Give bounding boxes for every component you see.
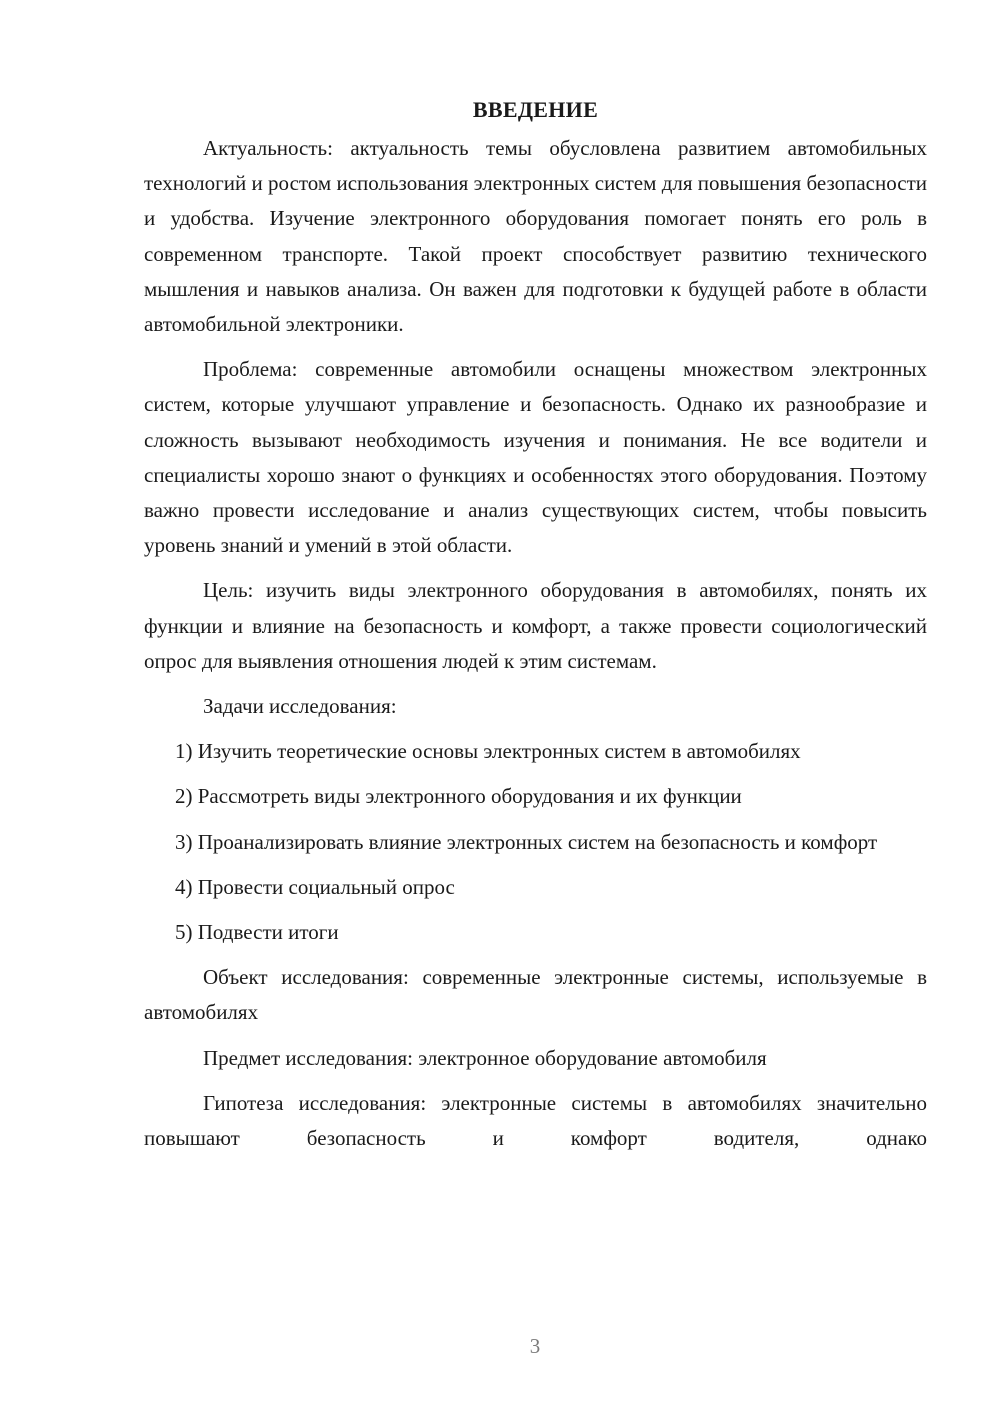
task-item-1: 1) Изучить теоретические основы электронных систем в автомобилях xyxy=(175,739,801,764)
page-number: 3 xyxy=(529,1334,541,1358)
hypothesis-paragraph: Гипотеза исследования: электронные системы в автомобилях значительно повышают безопасность и комфорт водителя, однако xyxy=(144,1090,927,1151)
relevance-paragraph: Актуальность: актуальность темы обусловлена развитием автомобильных технологий и ростом использования электронных систем для повышения безопасности и удобства. Изучение электронного оборудования помогает понять его роль в современном транспорте. Такой проект способствует развитию технического мышления и навыков анализа. Он важен для подготовки к будущей работе в области автомобильной электроники. xyxy=(144,136,927,337)
tasks-title: Задачи исследования: xyxy=(203,694,397,719)
object-paragraph: Объект исследования: современные электронные системы, используемые в автомобилях xyxy=(144,965,927,1025)
task-item-5: 5) Подвести итоги xyxy=(175,920,339,945)
document-page xyxy=(144,92,927,1156)
task-item-3: 3) Проанализировать влияние электронных систем на безопасность и комфорт xyxy=(175,829,878,854)
goal-paragraph: Цель: изучить виды электронного оборудования в автомобилях, понять их функции и влияние на безопасность и комфорт, а также провести социологический опрос для выявления отношения людей к этим системам. xyxy=(144,578,927,673)
subject-paragraph: Предмет исследования: электронное оборудование автомобиля xyxy=(203,1045,767,1070)
task-item-2: 2) Рассмотреть виды электронного оборудования и их функции xyxy=(175,784,742,809)
task-item-4: 4) Провести социальный опрос xyxy=(175,874,455,899)
section-heading: ВВЕДЕНИЕ xyxy=(472,97,599,122)
tasks-list xyxy=(144,734,927,950)
problem-paragraph: Проблема: современные автомобили оснащены множеством электронных систем, которые улучшают управление и безопасность. Однако их разнообразие и сложность вызывают необходимость изучения и понимания. Не все водители и специалисты хорошо знают о функциях и особенностях этого оборудования. Поэтому важно провести исследование и анализ существующих систем, чтобы повысить уровень знаний и умений в этой области. xyxy=(144,357,927,558)
